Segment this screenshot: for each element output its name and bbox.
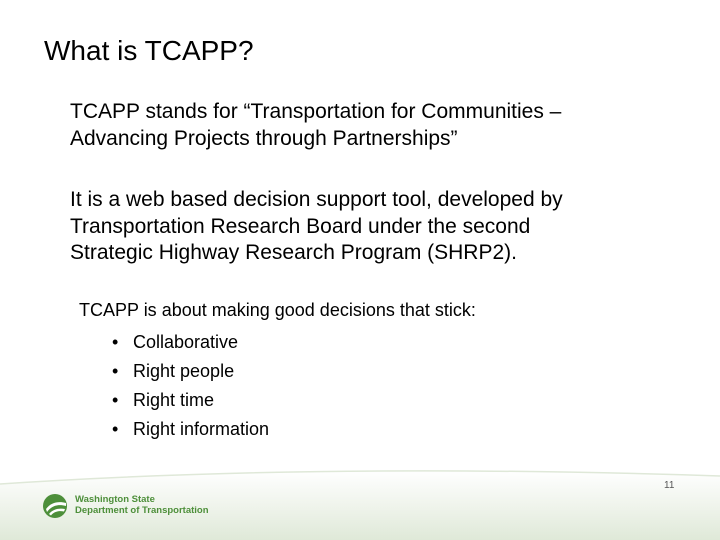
bullet-icon: • [112, 332, 119, 352]
bullet-text: Right people [133, 361, 235, 381]
bullet-icon: • [112, 361, 119, 381]
bullet-text: Right information [133, 419, 270, 439]
bullet-text: Collaborative [133, 332, 239, 352]
wsdot-logo-text [75, 494, 209, 516]
bullet-item [112, 357, 269, 386]
definition-line: Advancing Projects through Partnerships” [70, 126, 458, 150]
bullet-list [112, 328, 269, 444]
bullets-intro: TCAPP is about making good decisions that stick: [79, 300, 476, 320]
bullet-item [112, 415, 269, 444]
definition-paragraph [70, 99, 561, 152]
wsdot-logo-icon [42, 493, 70, 519]
bullet-icon: • [112, 419, 119, 439]
description-line: Strategic Highway Research Program (SHRP2). [70, 241, 517, 264]
bullet-text: Right time [133, 390, 215, 410]
bullet-icon: • [112, 390, 119, 410]
definition-line: TCAPP stands for “Transportation for Communities – [70, 100, 562, 123]
description-line: It is a web based decision support tool, developed by [70, 188, 563, 211]
slide-title: What is TCAPP? [44, 35, 254, 66]
description-paragraph [70, 187, 563, 267]
wsdot-logo [42, 493, 222, 519]
description-line: Transportation Research Board under the second [70, 214, 531, 238]
bullet-item [112, 328, 269, 357]
bullet-item [112, 386, 269, 415]
logo-line: Department of Transportation [75, 505, 209, 516]
logo-line: Washington State [75, 494, 155, 505]
page-number: 11 [664, 480, 675, 491]
